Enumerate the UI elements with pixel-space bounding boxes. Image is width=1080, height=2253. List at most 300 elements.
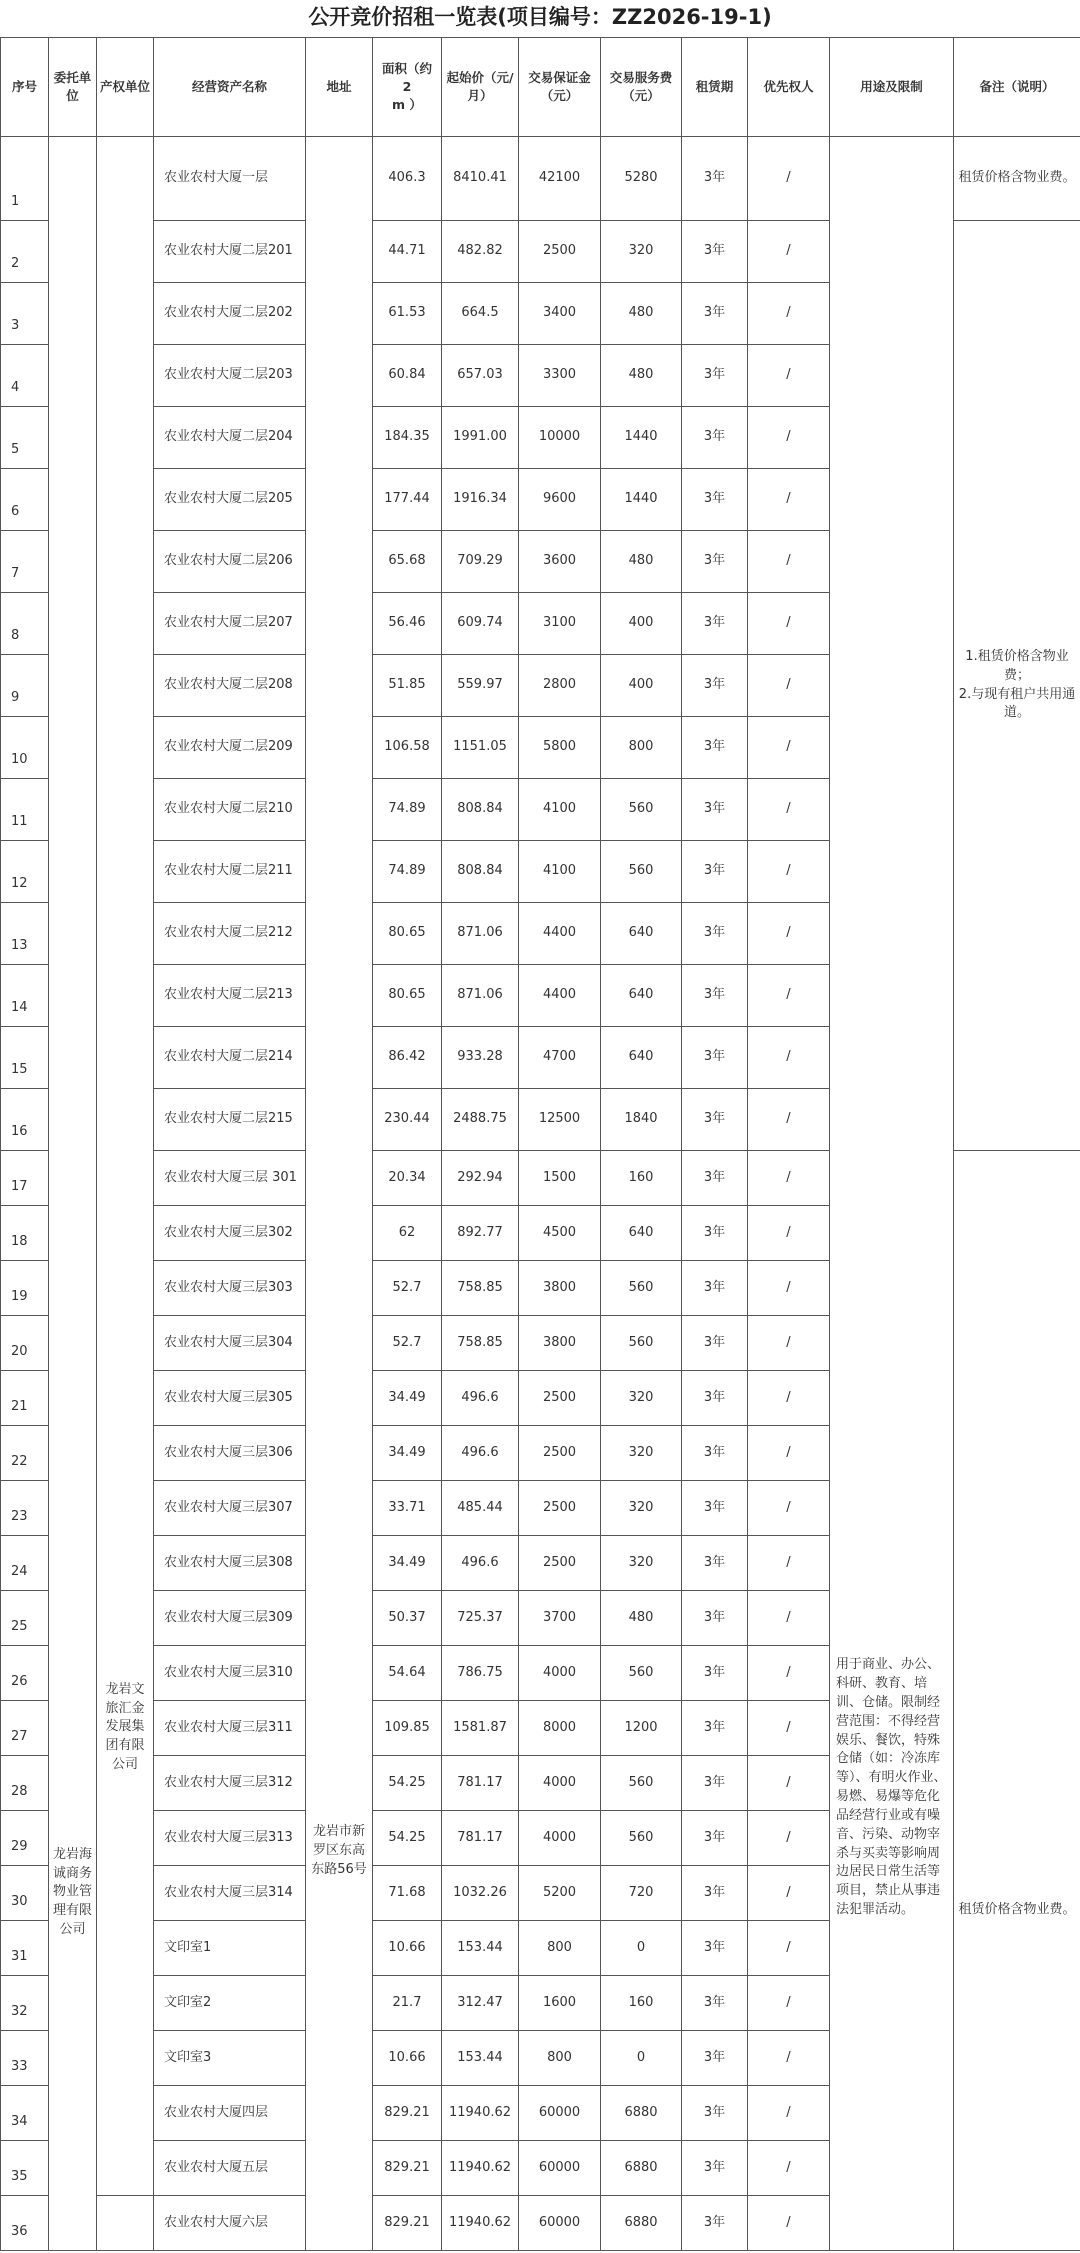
row-priority: / bbox=[748, 1756, 830, 1811]
row-seq: 25 bbox=[1, 1591, 49, 1646]
row-asset-name: 农业农村大厦二层208 bbox=[154, 655, 306, 717]
row-deposit: 4700 bbox=[519, 1027, 601, 1089]
row-deposit: 9600 bbox=[519, 469, 601, 531]
row-start-price: 496.6 bbox=[442, 1371, 519, 1426]
row-term: 3年 bbox=[682, 717, 748, 779]
row-asset-name: 农业农村大厦二层214 bbox=[154, 1027, 306, 1089]
lease-table bbox=[0, 37, 1080, 2251]
row-area: 74.89 bbox=[373, 841, 442, 903]
row-seq: 36 bbox=[1, 2196, 49, 2251]
row-seq: 17 bbox=[1, 1151, 49, 1206]
row-start-price: 808.84 bbox=[442, 841, 519, 903]
usage-restrictions-cell: 用于商业、办公、科研、教育、培训、仓储。限制经营范围：不得经营娱乐、餐饮，特殊仓储（如：冷冻库等）、有明火作业、易燃、易爆等危化品经营行业或有噪音、污染、动物宰杀与买卖等影响周边居民日常生活等项目，禁止从事违法犯罪活动。 bbox=[830, 137, 954, 2251]
row-seq: 34 bbox=[1, 2086, 49, 2141]
row-service-fee: 640 bbox=[601, 1206, 682, 1261]
row-service-fee: 1440 bbox=[601, 469, 682, 531]
row-service-fee: 560 bbox=[601, 1811, 682, 1866]
row-asset-name: 农业农村大厦二层203 bbox=[154, 345, 306, 407]
row-area: 106.58 bbox=[373, 717, 442, 779]
row-term: 3年 bbox=[682, 407, 748, 469]
row-seq: 3 bbox=[1, 283, 49, 345]
row-deposit: 12500 bbox=[519, 1089, 601, 1151]
row-deposit: 60000 bbox=[519, 2086, 601, 2141]
row-asset-name: 农业农村大厦三层304 bbox=[154, 1316, 306, 1371]
row-priority: / bbox=[748, 1701, 830, 1756]
row-area: 34.49 bbox=[373, 1371, 442, 1426]
owner-unit-empty-cell bbox=[97, 2196, 154, 2251]
row-service-fee: 640 bbox=[601, 965, 682, 1027]
row-area: 71.68 bbox=[373, 1866, 442, 1921]
row-asset-name: 农业农村大厦五层 bbox=[154, 2141, 306, 2196]
row-term: 3年 bbox=[682, 1921, 748, 1976]
row-seq: 32 bbox=[1, 1976, 49, 2031]
row-deposit: 2500 bbox=[519, 1481, 601, 1536]
row-asset-name: 农业农村大厦二层205 bbox=[154, 469, 306, 531]
row-area: 177.44 bbox=[373, 469, 442, 531]
row-priority: / bbox=[748, 531, 830, 593]
row-asset-name: 农业农村大厦三层302 bbox=[154, 1206, 306, 1261]
row-asset-name: 农业农村大厦四层 bbox=[154, 2086, 306, 2141]
remark-cell-2 bbox=[954, 221, 1080, 1151]
row-seq: 22 bbox=[1, 1426, 49, 1481]
row-priority: / bbox=[748, 1261, 830, 1316]
row-area: 829.21 bbox=[373, 2196, 442, 2251]
row-term: 3年 bbox=[682, 779, 748, 841]
row-area: 54.25 bbox=[373, 1756, 442, 1811]
row-area: 34.49 bbox=[373, 1536, 442, 1591]
row-asset-name: 农业农村大厦三层312 bbox=[154, 1756, 306, 1811]
row-area: 10.66 bbox=[373, 1921, 442, 1976]
row-priority: / bbox=[748, 1921, 830, 1976]
row-area: 80.65 bbox=[373, 965, 442, 1027]
row-start-price: 781.17 bbox=[442, 1811, 519, 1866]
row-priority: / bbox=[748, 717, 830, 779]
row-asset-name: 文印室1 bbox=[154, 1921, 306, 1976]
row-deposit: 1600 bbox=[519, 1976, 601, 2031]
row-start-price: 892.77 bbox=[442, 1206, 519, 1261]
row-deposit: 3600 bbox=[519, 531, 601, 593]
row-asset-name: 农业农村大厦二层213 bbox=[154, 965, 306, 1027]
row-service-fee: 480 bbox=[601, 345, 682, 407]
row-asset-name: 农业农村大厦三层306 bbox=[154, 1426, 306, 1481]
row-asset-name: 农业农村大厦三层307 bbox=[154, 1481, 306, 1536]
row-priority: / bbox=[748, 965, 830, 1027]
row-deposit: 5800 bbox=[519, 717, 601, 779]
row-service-fee: 800 bbox=[601, 717, 682, 779]
row-seq: 29 bbox=[1, 1811, 49, 1866]
row-seq: 6 bbox=[1, 469, 49, 531]
page-title: 公开竞价招租一览表(项目编号：ZZ2026-19-1) bbox=[308, 5, 772, 29]
row-asset-name: 农业农村大厦三层 301 bbox=[154, 1151, 306, 1206]
row-service-fee: 0 bbox=[601, 2031, 682, 2086]
row-deposit: 4000 bbox=[519, 1756, 601, 1811]
row-start-price: 496.6 bbox=[442, 1426, 519, 1481]
row-seq: 2 bbox=[1, 221, 49, 283]
row-start-price: 11940.62 bbox=[442, 2196, 519, 2251]
row-area: 60.84 bbox=[373, 345, 442, 407]
row-deposit: 60000 bbox=[519, 2141, 601, 2196]
row-start-price: 11940.62 bbox=[442, 2086, 519, 2141]
row-priority: / bbox=[748, 283, 830, 345]
row-deposit: 60000 bbox=[519, 2196, 601, 2251]
row-area: 10.66 bbox=[373, 2031, 442, 2086]
row-area: 33.71 bbox=[373, 1481, 442, 1536]
row-start-price: 758.85 bbox=[442, 1261, 519, 1316]
row-seq: 13 bbox=[1, 903, 49, 965]
row-deposit: 3300 bbox=[519, 345, 601, 407]
row-priority: / bbox=[748, 1371, 830, 1426]
row-service-fee: 6880 bbox=[601, 2086, 682, 2141]
header-remark: 备注（说明） bbox=[954, 38, 1080, 137]
remark-cell-1: 租赁价格含物业费。 bbox=[954, 137, 1080, 221]
row-seq: 28 bbox=[1, 1756, 49, 1811]
row-area: 20.34 bbox=[373, 1151, 442, 1206]
row-seq: 21 bbox=[1, 1371, 49, 1426]
row-seq: 26 bbox=[1, 1646, 49, 1701]
row-seq: 10 bbox=[1, 717, 49, 779]
row-deposit: 2500 bbox=[519, 1536, 601, 1591]
row-deposit: 3800 bbox=[519, 1316, 601, 1371]
row-deposit: 3700 bbox=[519, 1591, 601, 1646]
row-start-price: 11940.62 bbox=[442, 2141, 519, 2196]
row-deposit: 4000 bbox=[519, 1811, 601, 1866]
row-priority: / bbox=[748, 2086, 830, 2141]
row-priority: / bbox=[748, 1866, 830, 1921]
row-start-price: 292.94 bbox=[442, 1151, 519, 1206]
row-priority: / bbox=[748, 655, 830, 717]
row-area: 44.71 bbox=[373, 221, 442, 283]
row-service-fee: 320 bbox=[601, 1371, 682, 1426]
row-priority: / bbox=[748, 2196, 830, 2251]
row-service-fee: 0 bbox=[601, 1921, 682, 1976]
row-term: 3年 bbox=[682, 903, 748, 965]
row-priority: / bbox=[748, 1151, 830, 1206]
row-priority: / bbox=[748, 1536, 830, 1591]
row-term: 3年 bbox=[682, 221, 748, 283]
row-term: 3年 bbox=[682, 1536, 748, 1591]
row-start-price: 725.37 bbox=[442, 1591, 519, 1646]
row-asset-name: 文印室3 bbox=[154, 2031, 306, 2086]
row-term: 3年 bbox=[682, 1206, 748, 1261]
row-start-price: 153.44 bbox=[442, 1921, 519, 1976]
row-deposit: 4100 bbox=[519, 841, 601, 903]
row-area: 52.7 bbox=[373, 1261, 442, 1316]
row-start-price: 312.47 bbox=[442, 1976, 519, 2031]
row-service-fee: 640 bbox=[601, 1027, 682, 1089]
row-asset-name: 农业农村大厦二层215 bbox=[154, 1089, 306, 1151]
row-area: 86.42 bbox=[373, 1027, 442, 1089]
row-service-fee: 5280 bbox=[601, 137, 682, 221]
row-seq: 9 bbox=[1, 655, 49, 717]
row-service-fee: 560 bbox=[601, 1261, 682, 1316]
row-seq: 5 bbox=[1, 407, 49, 469]
row-start-price: 496.6 bbox=[442, 1536, 519, 1591]
row-service-fee: 560 bbox=[601, 1316, 682, 1371]
row-asset-name: 农业农村大厦二层211 bbox=[154, 841, 306, 903]
row-term: 3年 bbox=[682, 1756, 748, 1811]
row-start-price: 559.97 bbox=[442, 655, 519, 717]
row-asset-name: 农业农村大厦二层206 bbox=[154, 531, 306, 593]
row-asset-name: 农业农村大厦二层202 bbox=[154, 283, 306, 345]
row-area: 62 bbox=[373, 1206, 442, 1261]
row-priority: / bbox=[748, 1316, 830, 1371]
row-deposit: 4400 bbox=[519, 903, 601, 965]
row-term: 3年 bbox=[682, 1151, 748, 1206]
row-term: 3年 bbox=[682, 655, 748, 717]
address-cell: 龙岩市新罗区东高东路56号 bbox=[306, 137, 373, 2251]
row-area: 109.85 bbox=[373, 1701, 442, 1756]
row-start-price: 871.06 bbox=[442, 903, 519, 965]
table-body bbox=[1, 137, 1080, 2251]
header-area-line1: 面积（约 bbox=[381, 60, 432, 76]
row-term: 3年 bbox=[682, 2196, 748, 2251]
row-term: 3年 bbox=[682, 1646, 748, 1701]
row-start-price: 808.84 bbox=[442, 779, 519, 841]
row-service-fee: 560 bbox=[601, 779, 682, 841]
row-deposit: 4100 bbox=[519, 779, 601, 841]
row-priority: / bbox=[748, 1591, 830, 1646]
row-service-fee: 1440 bbox=[601, 407, 682, 469]
row-area: 65.68 bbox=[373, 531, 442, 593]
row-deposit: 800 bbox=[519, 1921, 601, 1976]
row-asset-name: 农业农村大厦三层305 bbox=[154, 1371, 306, 1426]
row-area: 184.35 bbox=[373, 407, 442, 469]
row-priority: / bbox=[748, 903, 830, 965]
row-seq: 18 bbox=[1, 1206, 49, 1261]
row-term: 3年 bbox=[682, 593, 748, 655]
row-priority: / bbox=[748, 221, 830, 283]
row-priority: / bbox=[748, 841, 830, 903]
row-start-price: 709.29 bbox=[442, 531, 519, 593]
row-asset-name: 农业农村大厦三层311 bbox=[154, 1701, 306, 1756]
row-area: 54.64 bbox=[373, 1646, 442, 1701]
header-area-line3: m ） bbox=[392, 97, 422, 113]
row-asset-name: 农业农村大厦三层314 bbox=[154, 1866, 306, 1921]
header-owner: 产权单位 bbox=[97, 38, 154, 137]
row-seq: 24 bbox=[1, 1536, 49, 1591]
row-asset-name: 农业农村大厦二层201 bbox=[154, 221, 306, 283]
header-client: 委托单位 bbox=[49, 38, 97, 137]
row-asset-name: 农业农村大厦三层303 bbox=[154, 1261, 306, 1316]
owner-unit-cell: 龙岩文旅汇金发展集团有限公司 bbox=[97, 137, 154, 2196]
row-area: 230.44 bbox=[373, 1089, 442, 1151]
row-seq: 8 bbox=[1, 593, 49, 655]
row-start-price: 485.44 bbox=[442, 1481, 519, 1536]
row-term: 3年 bbox=[682, 1811, 748, 1866]
row-seq: 23 bbox=[1, 1481, 49, 1536]
row-priority: / bbox=[748, 779, 830, 841]
row-start-price: 1581.87 bbox=[442, 1701, 519, 1756]
row-deposit: 2500 bbox=[519, 1371, 601, 1426]
row-deposit: 2500 bbox=[519, 221, 601, 283]
row-service-fee: 160 bbox=[601, 1151, 682, 1206]
row-area: 50.37 bbox=[373, 1591, 442, 1646]
row-start-price: 781.17 bbox=[442, 1756, 519, 1811]
row-deposit: 3400 bbox=[519, 283, 601, 345]
row-term: 3年 bbox=[682, 1261, 748, 1316]
row-service-fee: 320 bbox=[601, 221, 682, 283]
row-asset-name: 农业农村大厦六层 bbox=[154, 2196, 306, 2251]
row-term: 3年 bbox=[682, 283, 748, 345]
header-area bbox=[373, 38, 442, 137]
row-term: 3年 bbox=[682, 1371, 748, 1426]
row-priority: / bbox=[748, 1811, 830, 1866]
row-start-price: 2488.75 bbox=[442, 1089, 519, 1151]
row-start-price: 1991.00 bbox=[442, 407, 519, 469]
row-area: 52.7 bbox=[373, 1316, 442, 1371]
row-service-fee: 400 bbox=[601, 593, 682, 655]
header-area-line2: 2 bbox=[402, 78, 412, 94]
row-priority: / bbox=[748, 2031, 830, 2086]
row-term: 3年 bbox=[682, 1701, 748, 1756]
row-deposit: 800 bbox=[519, 2031, 601, 2086]
row-priority: / bbox=[748, 1027, 830, 1089]
row-deposit: 5200 bbox=[519, 1866, 601, 1921]
row-deposit: 42100 bbox=[519, 137, 601, 221]
row-priority: / bbox=[748, 2141, 830, 2196]
row-area: 34.49 bbox=[373, 1426, 442, 1481]
header-seq: 序号 bbox=[1, 38, 49, 137]
row-deposit: 2500 bbox=[519, 1426, 601, 1481]
row-deposit: 2800 bbox=[519, 655, 601, 717]
row-seq: 12 bbox=[1, 841, 49, 903]
row-term: 3年 bbox=[682, 1481, 748, 1536]
row-priority: / bbox=[748, 469, 830, 531]
row-service-fee: 480 bbox=[601, 1591, 682, 1646]
row-area: 51.85 bbox=[373, 655, 442, 717]
table-row bbox=[1, 137, 1080, 221]
row-seq: 19 bbox=[1, 1261, 49, 1316]
row-deposit: 4400 bbox=[519, 965, 601, 1027]
row-service-fee: 480 bbox=[601, 283, 682, 345]
row-area: 56.46 bbox=[373, 593, 442, 655]
row-area: 829.21 bbox=[373, 2086, 442, 2141]
header-address: 地址 bbox=[306, 38, 373, 137]
row-seq: 16 bbox=[1, 1089, 49, 1151]
row-asset-name: 农业农村大厦二层207 bbox=[154, 593, 306, 655]
row-start-price: 1032.26 bbox=[442, 1866, 519, 1921]
row-priority: / bbox=[748, 1481, 830, 1536]
header-row bbox=[1, 38, 1080, 137]
row-seq: 4 bbox=[1, 345, 49, 407]
row-start-price: 871.06 bbox=[442, 965, 519, 1027]
row-seq: 35 bbox=[1, 2141, 49, 2196]
row-area: 61.53 bbox=[373, 283, 442, 345]
row-start-price: 933.28 bbox=[442, 1027, 519, 1089]
row-asset-name: 农业农村大厦三层313 bbox=[154, 1811, 306, 1866]
row-term: 3年 bbox=[682, 2031, 748, 2086]
row-service-fee: 640 bbox=[601, 903, 682, 965]
row-start-price: 482.82 bbox=[442, 221, 519, 283]
row-asset-name: 农业农村大厦三层309 bbox=[154, 1591, 306, 1646]
row-service-fee: 400 bbox=[601, 655, 682, 717]
row-area: 406.3 bbox=[373, 137, 442, 221]
header-deposit: 交易保证金（元） bbox=[519, 38, 601, 137]
row-area: 21.7 bbox=[373, 1976, 442, 2031]
row-area: 54.25 bbox=[373, 1811, 442, 1866]
row-term: 3年 bbox=[682, 1027, 748, 1089]
row-start-price: 664.5 bbox=[442, 283, 519, 345]
header-asset: 经营资产名称 bbox=[154, 38, 306, 137]
row-term: 3年 bbox=[682, 1866, 748, 1921]
row-asset-name: 农业农村大厦二层204 bbox=[154, 407, 306, 469]
row-start-price: 609.74 bbox=[442, 593, 519, 655]
row-start-price: 8410.41 bbox=[442, 137, 519, 221]
row-area: 74.89 bbox=[373, 779, 442, 841]
row-service-fee: 1200 bbox=[601, 1701, 682, 1756]
row-priority: / bbox=[748, 593, 830, 655]
row-service-fee: 320 bbox=[601, 1481, 682, 1536]
row-seq: 30 bbox=[1, 1866, 49, 1921]
row-seq: 20 bbox=[1, 1316, 49, 1371]
row-service-fee: 1840 bbox=[601, 1089, 682, 1151]
row-seq: 15 bbox=[1, 1027, 49, 1089]
row-area: 829.21 bbox=[373, 2141, 442, 2196]
row-start-price: 786.75 bbox=[442, 1646, 519, 1701]
row-asset-name: 农业农村大厦二层212 bbox=[154, 903, 306, 965]
row-term: 3年 bbox=[682, 1316, 748, 1371]
row-start-price: 1151.05 bbox=[442, 717, 519, 779]
row-service-fee: 560 bbox=[601, 1646, 682, 1701]
row-term: 3年 bbox=[682, 1426, 748, 1481]
header-usage: 用途及限制 bbox=[830, 38, 954, 137]
row-term: 3年 bbox=[682, 2086, 748, 2141]
row-service-fee: 720 bbox=[601, 1866, 682, 1921]
remark-2-line-1: 1.租赁价格含物业费； bbox=[965, 648, 1069, 683]
row-seq: 11 bbox=[1, 779, 49, 841]
row-term: 3年 bbox=[682, 1976, 748, 2031]
row-area: 80.65 bbox=[373, 903, 442, 965]
row-service-fee: 480 bbox=[601, 531, 682, 593]
row-term: 3年 bbox=[682, 531, 748, 593]
row-asset-name: 农业农村大厦三层308 bbox=[154, 1536, 306, 1591]
row-service-fee: 320 bbox=[601, 1426, 682, 1481]
row-priority: / bbox=[748, 1426, 830, 1481]
row-term: 3年 bbox=[682, 1089, 748, 1151]
row-priority: / bbox=[748, 1206, 830, 1261]
remark-cell-3: 租赁价格含物业费。 bbox=[954, 1151, 1080, 2251]
row-service-fee: 6880 bbox=[601, 2196, 682, 2251]
row-deposit: 3100 bbox=[519, 593, 601, 655]
row-seq: 7 bbox=[1, 531, 49, 593]
row-seq: 31 bbox=[1, 1921, 49, 1976]
row-deposit: 10000 bbox=[519, 407, 601, 469]
remark-2-line-2: 2.与现有租户共用通道。 bbox=[958, 686, 1076, 721]
row-seq: 33 bbox=[1, 2031, 49, 2086]
row-priority: / bbox=[748, 1646, 830, 1701]
row-start-price: 153.44 bbox=[442, 2031, 519, 2086]
row-start-price: 758.85 bbox=[442, 1316, 519, 1371]
row-asset-name: 文印室2 bbox=[154, 1976, 306, 2031]
row-asset-name: 农业农村大厦二层209 bbox=[154, 717, 306, 779]
row-term: 3年 bbox=[682, 841, 748, 903]
row-seq: 14 bbox=[1, 965, 49, 1027]
row-term: 3年 bbox=[682, 469, 748, 531]
header-priority: 优先权人 bbox=[748, 38, 830, 137]
row-deposit: 3800 bbox=[519, 1261, 601, 1316]
row-service-fee: 6880 bbox=[601, 2141, 682, 2196]
row-service-fee: 160 bbox=[601, 1976, 682, 2031]
row-priority: / bbox=[748, 345, 830, 407]
row-start-price: 1916.34 bbox=[442, 469, 519, 531]
row-start-price: 657.03 bbox=[442, 345, 519, 407]
row-asset-name: 农业农村大厦三层310 bbox=[154, 1646, 306, 1701]
row-service-fee: 560 bbox=[601, 841, 682, 903]
row-deposit: 1500 bbox=[519, 1151, 601, 1206]
header-fee: 交易服务费（元） bbox=[601, 38, 682, 137]
row-priority: / bbox=[748, 1976, 830, 2031]
row-deposit: 4500 bbox=[519, 1206, 601, 1261]
